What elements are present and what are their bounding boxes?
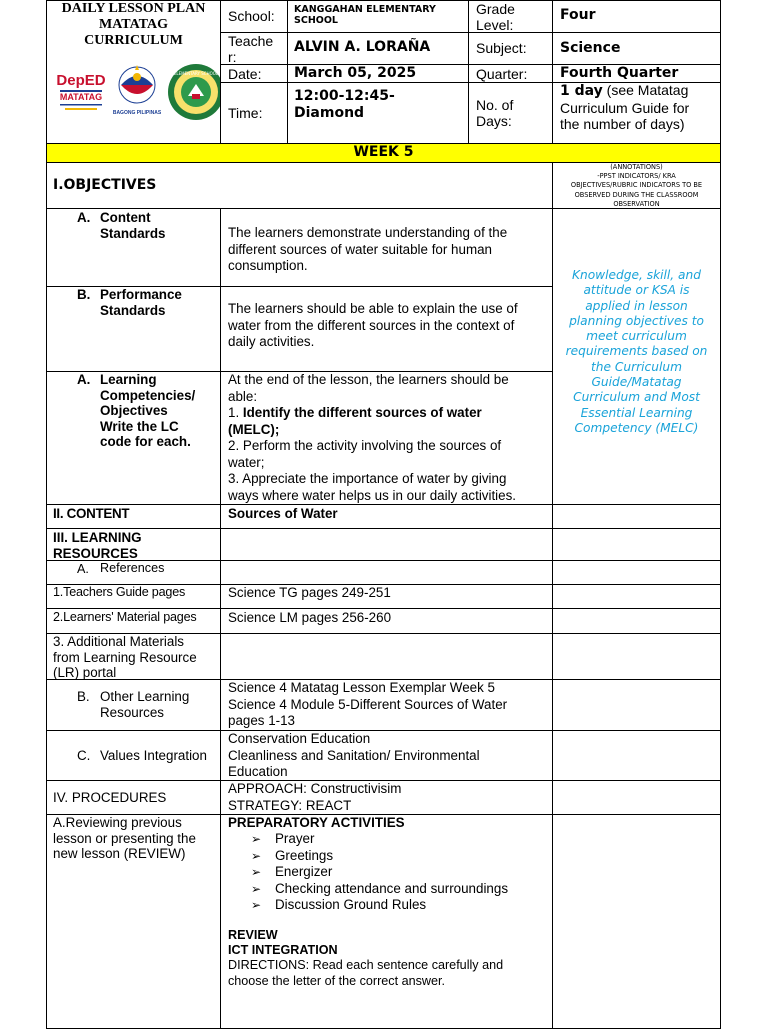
preparatory-item: [251, 848, 508, 865]
lm-value: Science LM pages 256-260: [228, 610, 392, 625]
title-cell: [46, 0, 221, 144]
content-standards-label: Content Standards: [100, 210, 166, 241]
arrow-bullet-icon: ➢: [251, 848, 262, 863]
competency-2: 2. Perform the activity involving the sources of water;: [228, 438, 502, 470]
content-standards-label-cell: [46, 208, 221, 287]
quarter-value: Fourth Quarter: [560, 65, 679, 81]
school-value: KANGGAHAN ELEMENTARY SCHOOL: [294, 4, 436, 26]
other-resources-label: Other Learning Resources: [100, 689, 190, 720]
performance-standards-label-cell: [46, 286, 221, 372]
values-integration-label: Values Integration: [100, 748, 207, 763]
grade-label-cell: [468, 0, 553, 33]
days-value-rest: (see Matatag Curriculum Guide for the number of days): [560, 82, 690, 132]
teacher-label: Teache r:: [228, 33, 274, 65]
additional-materials-label-cell: [46, 633, 221, 680]
date-value: March 05, 2025: [294, 65, 417, 81]
additional-materials-value-cell: [220, 633, 553, 680]
ksa-annotation-cell: [552, 208, 721, 505]
review-step-content-cell: [220, 814, 553, 1029]
teacher-value-cell: [287, 32, 469, 65]
references-label: References: [100, 561, 165, 575]
additional-materials-annotation-cell: [552, 633, 721, 680]
content-standards-text-cell: [220, 208, 553, 287]
values-integration-annotation-cell: [552, 730, 721, 781]
plan-title-line1: DAILY LESSON PLAN: [61, 1, 206, 16]
procedures-label-cell: [46, 780, 221, 815]
preparatory-item-text: Greetings: [275, 847, 334, 863]
ict-heading: ICT INTEGRATION: [228, 943, 338, 957]
review-step-label-cell: [46, 814, 221, 1029]
arrow-bullet-icon: ➢: [251, 832, 262, 846]
preparatory-item: [251, 897, 508, 914]
school-label-cell: [220, 0, 288, 33]
quarter-label-cell: [468, 64, 553, 83]
tg-annotation-cell: [552, 584, 721, 609]
ksa-annotation-text: Knowledge, skill, and attitude or KSA is applied in lesson planning objectives to meet curriculum requirements based on the Curriculum Guide/Matatag Curriculum and Most Essential Learning Competency (MELC): [565, 268, 708, 435]
references-value-cell: [220, 560, 553, 585]
lesson-plan-document: [46, 0, 721, 1024]
svg-text:DepED: DepED: [57, 72, 105, 89]
learning-competencies-text-cell: [220, 371, 553, 505]
grade-value-cell: [552, 0, 721, 33]
performance-standards-text: The learners should be able to explain the use of water from the different sources in the context of daily activities.: [228, 301, 518, 349]
competency-1: [228, 405, 482, 438]
performance-standards-text-cell: [220, 286, 553, 372]
learning-competencies-letter: A.: [77, 372, 91, 387]
days-value: [560, 82, 689, 133]
subject-label: Subject:: [476, 40, 527, 56]
days-value-cell: [552, 82, 721, 144]
procedures-label: IV. PROCEDURES: [53, 790, 167, 805]
date-label: Date:: [228, 66, 262, 82]
grade-value: Four: [560, 7, 596, 23]
objectives-heading-cell: [46, 162, 553, 209]
tg-value-cell: [220, 584, 553, 609]
date-value-cell: [287, 64, 469, 83]
deped-logo: [57, 67, 105, 115]
arrow-bullet-icon: ➢: [251, 898, 262, 912]
other-resources-value: Science 4 Matatag Lesson Exemplar Week 5 Science 4 Module 5-Different Sources of Water pages 1-13: [228, 680, 508, 728]
review-heading: REVIEW: [228, 928, 278, 942]
preparatory-item: [251, 831, 508, 848]
preparatory-item-text: Energizer: [275, 864, 333, 879]
svg-text:BAGONG PILIPINAS: BAGONG PILIPINAS: [113, 110, 161, 116]
competency-1-number: 1.: [228, 405, 243, 420]
quarter-value-cell: [552, 64, 721, 83]
days-value-bold: 1 day: [560, 83, 603, 99]
content-label: II. CONTENT: [53, 506, 130, 521]
content-value-cell: [220, 504, 553, 529]
content-standards-letter: A.: [77, 210, 91, 225]
school-value-cell: [287, 0, 469, 33]
references-annotation-cell: [552, 560, 721, 585]
time-value: 12:00-12:45- Diamond: [294, 88, 395, 121]
preparatory-heading: PREPARATORY ACTIVITIES: [228, 815, 405, 830]
date-label-cell: [220, 64, 288, 83]
references-letter: A.: [77, 562, 89, 576]
resources-label: III. LEARNING RESOURCES: [53, 530, 142, 561]
plan-title-line2: MATATAG: [99, 17, 168, 32]
review-step-label: A.Reviewing previous lesson or presenting the new lesson (REVIEW): [53, 815, 196, 861]
subject-value-cell: [552, 32, 721, 65]
procedures-annotation-cell: [552, 780, 721, 815]
preparatory-list: [251, 831, 508, 914]
procedures-approach-cell: [220, 780, 553, 815]
resources-annotation-cell: [552, 528, 721, 561]
other-resources-annotation-cell: [552, 679, 721, 731]
additional-materials-label: 3. Additional Materials from Learning Resource (LR) portal: [53, 634, 197, 680]
performance-standards-label: Performance Standards: [100, 287, 182, 318]
week-label: WEEK 5: [353, 144, 414, 160]
lm-value-cell: [220, 608, 553, 634]
days-label: No. of Days:: [476, 97, 514, 129]
quarter-label: Quarter:: [476, 66, 528, 82]
teacher-label-cell: [220, 32, 288, 65]
time-label: Time:: [228, 105, 263, 121]
preparatory-item-text: Checking attendance and surroundings: [275, 880, 509, 896]
content-value: Sources of Water: [228, 506, 338, 521]
bagong-pilipinas-logo: [113, 63, 161, 117]
preparatory-item: [251, 864, 508, 881]
week-banner: [46, 143, 721, 163]
values-integration-letter: C.: [77, 748, 91, 763]
svg-text:MATATAG: MATATAG: [59, 92, 103, 102]
references-label-cell: [46, 560, 221, 585]
lm-annotation-cell: [552, 608, 721, 634]
content-label-cell: [46, 504, 221, 529]
learning-competencies-label: Learning Competencies/ Objectives Write the LC code for each.: [100, 372, 196, 449]
tg-value: Science TG pages 249-251: [228, 585, 391, 600]
other-resources-label-cell: [46, 679, 221, 731]
competency-3: 3. Appreciate the importance of water by giving ways where water helps us in our daily activities.: [228, 471, 517, 503]
objectives-heading: I.OBJECTIVES: [53, 177, 157, 193]
other-resources-letter: B.: [77, 689, 90, 704]
competency-intro: At the end of the lesson, the learners should be able:: [228, 372, 509, 404]
values-integration-value: Conservation Education Cleanliness and Sanitation/ Environmental Education: [228, 731, 480, 779]
values-integration-label-cell: [46, 730, 221, 781]
arrow-bullet-icon: ➢: [251, 865, 262, 879]
lm-label-cell: [46, 608, 221, 634]
school-seal-logo: [167, 63, 221, 121]
svg-text:ELEMENTARY SCHOOL: ELEMENTARY SCHOOL: [173, 71, 219, 76]
plan-title-line3: CURRICULUM: [84, 33, 183, 48]
other-resources-value-cell: [220, 679, 553, 731]
grade-label: Grade Level:: [476, 1, 515, 33]
arrow-bullet-icon: ➢: [251, 881, 262, 896]
lm-label: 2.Learners' Material pages: [53, 610, 197, 624]
tg-label-cell: [46, 584, 221, 609]
resources-value-cell: [220, 528, 553, 561]
annotations-text: (ANNOTATIONS) -PPST INDICATORS/ KRA OBJECTIVES/RUBRIC INDICATORS TO BE OBSERVED DURING THE CLASSROOM OBSERVATION: [570, 163, 703, 208]
procedures-approach: APPROACH: Constructivisim STRATEGY: REACT: [228, 781, 402, 813]
preparatory-item-text: Discussion Ground Rules: [275, 897, 427, 912]
preparatory-item-text: Prayer: [275, 831, 315, 846]
content-standards-text: The learners demonstrate understanding of the different sources of water suitable for human consumption.: [228, 225, 508, 273]
performance-standards-letter: B.: [77, 287, 91, 302]
school-label: School:: [228, 8, 275, 24]
tg-label: 1.Teachers Guide pages: [53, 585, 186, 599]
annotations-cell: [552, 162, 721, 209]
resources-label-cell: [46, 528, 221, 561]
subject-value: Science: [560, 40, 621, 56]
competency-1-text: Identify the different sources of water (MELC);: [228, 405, 482, 437]
time-value-cell: [287, 82, 469, 144]
review-step-annotation-cell: [552, 814, 721, 1029]
time-label-cell: [220, 82, 288, 144]
subject-label-cell: [468, 32, 553, 65]
days-label-cell: [468, 82, 553, 144]
values-integration-value-cell: [220, 730, 553, 781]
learning-competencies-label-cell: [46, 371, 221, 505]
content-annotation-cell: [552, 504, 721, 529]
preparatory-item: [251, 881, 508, 898]
teacher-value: ALVIN A. LORAÑA: [294, 39, 431, 55]
directions-text: DIRECTIONS: Read each sentence carefully and choose the letter of the correct answer.: [228, 958, 504, 988]
